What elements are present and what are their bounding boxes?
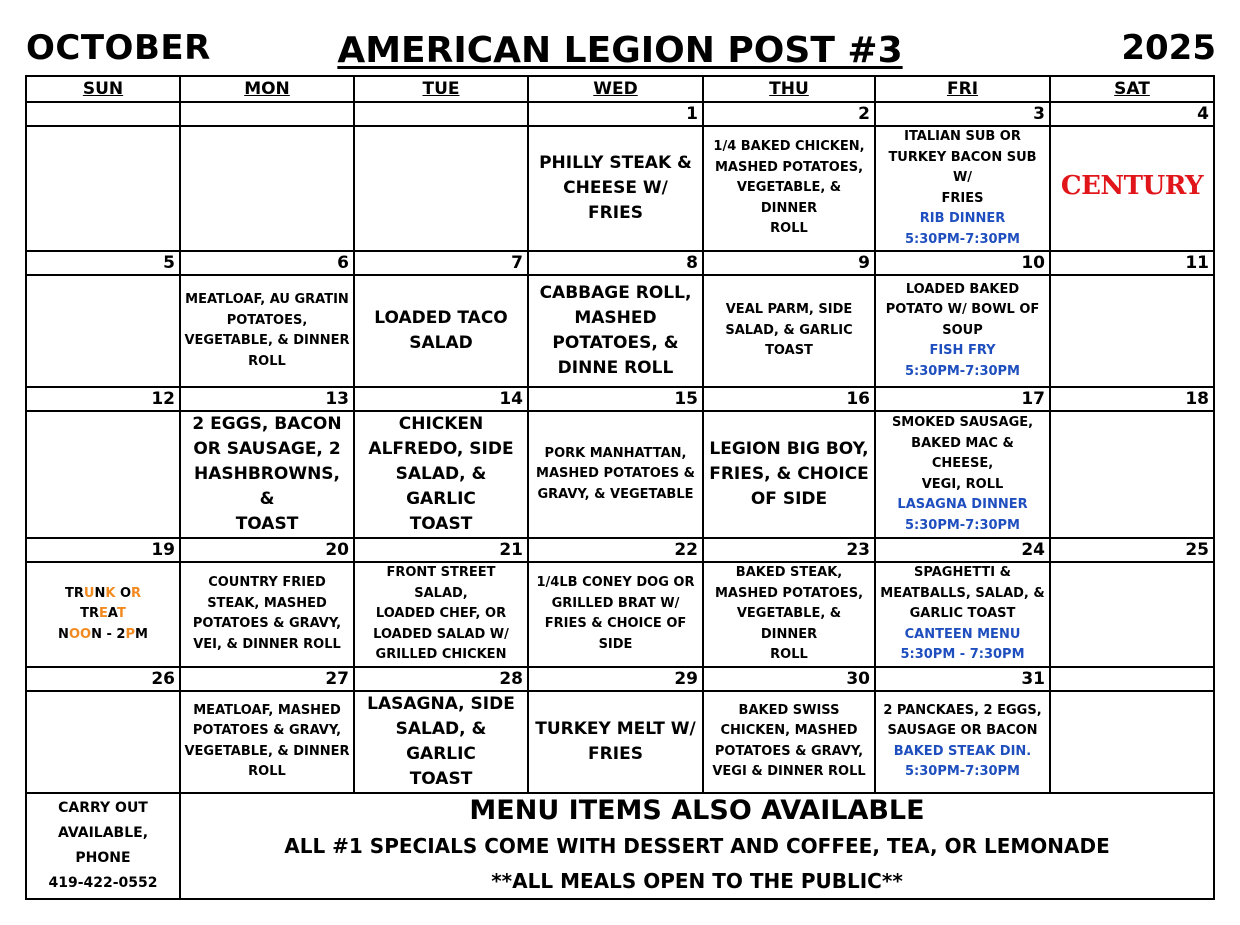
meal-text: LOADED TACO bbox=[374, 308, 508, 328]
meal-cell bbox=[1050, 275, 1214, 387]
meal-text: OF SIDE bbox=[750, 489, 828, 509]
meal-cell bbox=[26, 126, 180, 251]
meal-cell bbox=[528, 275, 703, 387]
meal-cell bbox=[180, 411, 354, 538]
meal-text: 1/4 BAKED CHICKEN, bbox=[713, 139, 865, 155]
meal-text: POTATOES & GRAVY, bbox=[714, 743, 864, 759]
meal-text: POTATOES, & bbox=[552, 333, 679, 353]
meal-cell bbox=[26, 562, 180, 667]
date-number-row bbox=[26, 251, 1214, 275]
meal-text: FRONT STREET SALAD, bbox=[386, 565, 496, 601]
meal-cell bbox=[703, 411, 875, 538]
meal-text: FRIES bbox=[941, 190, 984, 206]
meal-text: SIDE bbox=[598, 636, 633, 652]
meal-text: TOAST bbox=[409, 514, 473, 534]
date-number: 1 bbox=[528, 102, 703, 126]
meal-text: LOADED CHEF, OR bbox=[375, 606, 507, 621]
meal-cell bbox=[875, 691, 1050, 793]
day-header-row bbox=[26, 76, 1214, 102]
date-number: 15 bbox=[528, 387, 703, 411]
carry-out-line: CARRY OUT bbox=[58, 799, 148, 816]
meal-cell bbox=[1050, 411, 1214, 538]
event-line: NOON - 2PM bbox=[58, 626, 148, 642]
meal-text: CHEESE W/ bbox=[563, 178, 668, 198]
day-header-tue: TUE bbox=[354, 76, 528, 102]
date-number-row bbox=[26, 538, 1214, 562]
meal-text: TURKEY BACON SUB W/ bbox=[888, 149, 1037, 185]
meal-text: ROLL bbox=[248, 764, 286, 779]
date-number: 11 bbox=[1050, 251, 1214, 275]
meal-cell bbox=[528, 411, 703, 538]
day-header-fri: FRI bbox=[875, 76, 1050, 102]
date-number: 7 bbox=[354, 251, 528, 275]
day-header-mon: MON bbox=[180, 76, 354, 102]
meal-text: BAKED MAC & CHEESE, bbox=[911, 435, 1014, 471]
date-number: 27 bbox=[180, 667, 354, 691]
footer-notes bbox=[180, 793, 1214, 899]
meal-row bbox=[26, 275, 1214, 387]
meal-text: GRAVY, & VEGETABLE bbox=[537, 486, 694, 502]
day-header-sat: SAT bbox=[1050, 76, 1214, 102]
meal-text: BAKED STEAK, bbox=[735, 565, 843, 580]
footer-row bbox=[26, 793, 1214, 899]
meal-text: ROLL bbox=[770, 221, 808, 237]
meal-text: DINNE ROLL bbox=[557, 358, 674, 378]
date-number-row bbox=[26, 387, 1214, 411]
date-number: 21 bbox=[354, 538, 528, 562]
date-number: 9 bbox=[703, 251, 875, 275]
meal-cell bbox=[354, 411, 528, 538]
meal-text: VEGETABLE, & DINNER bbox=[736, 606, 842, 642]
dinner-special-text: FISH FRY bbox=[929, 343, 996, 359]
year-label: 2025 bbox=[1121, 28, 1216, 68]
century-logo: CENTURY bbox=[1060, 170, 1204, 201]
meal-text: SALAD, & GARLIC bbox=[395, 718, 487, 764]
date-number: 16 bbox=[703, 387, 875, 411]
meal-text: PHILLY STEAK & bbox=[539, 153, 692, 173]
date-number: 31 bbox=[875, 667, 1050, 691]
date-number: 3 bbox=[875, 102, 1050, 126]
meal-cell bbox=[528, 126, 703, 251]
meal-text: TOAST bbox=[235, 514, 299, 534]
date-number: 13 bbox=[180, 387, 354, 411]
meal-cell bbox=[703, 126, 875, 251]
meal-text: POTATOES & GRAVY, bbox=[192, 616, 342, 632]
meal-text: CHICKEN, MASHED bbox=[720, 723, 858, 738]
meal-text: SAUSAGE OR BACON bbox=[887, 723, 1038, 738]
date-number: 24 bbox=[875, 538, 1050, 562]
meal-text: TOAST bbox=[765, 343, 813, 359]
meal-text: 2 EGGS, BACON bbox=[192, 414, 342, 434]
dinner-special-text: CANTEEN MENU bbox=[904, 626, 1021, 642]
carry-out-line: 419-422-0552 bbox=[48, 874, 158, 891]
meal-text: HASHBROWNS, & bbox=[193, 464, 341, 509]
date-number: 14 bbox=[354, 387, 528, 411]
meal-text: TURKEY MELT W/ bbox=[535, 718, 696, 739]
date-number: 25 bbox=[1050, 538, 1214, 562]
meal-text: MEATLOAF, AU GRATIN bbox=[185, 292, 349, 307]
meal-cell bbox=[180, 126, 354, 251]
meal-text: SMOKED SAUSAGE, bbox=[891, 415, 1034, 430]
meal-text: GRILLED CHICKEN bbox=[375, 647, 507, 662]
meal-cell bbox=[1050, 691, 1214, 793]
meal-text: FRIES bbox=[588, 203, 643, 223]
meal-cell bbox=[180, 562, 354, 667]
date-number: 28 bbox=[354, 667, 528, 691]
meal-text: LEGION BIG BOY, bbox=[709, 439, 869, 459]
meal-text: MASHED POTATOES & bbox=[536, 466, 695, 482]
carry-out-line: PHONE bbox=[75, 849, 131, 866]
day-header-wed: WED bbox=[528, 76, 703, 102]
date-number: 19 bbox=[26, 538, 180, 562]
meal-text: VEI, & DINNER ROLL bbox=[193, 636, 341, 652]
meal-row bbox=[26, 126, 1214, 251]
event-line: TREAT bbox=[80, 606, 126, 621]
meal-cell bbox=[703, 275, 875, 387]
meal-text: POTATO W/ BOWL OF bbox=[885, 302, 1040, 318]
date-number: 23 bbox=[703, 538, 875, 562]
meal-text: MASHED bbox=[574, 308, 657, 328]
meal-text: VEAL PARM, SIDE bbox=[725, 302, 853, 318]
meal-text: FRIES bbox=[588, 743, 643, 764]
meal-cell bbox=[1050, 126, 1214, 251]
meal-text: LOADED SALAD W/ bbox=[373, 626, 509, 642]
dinner-special-text: 5:30PM - 7:30PM bbox=[900, 647, 1025, 662]
meal-cell bbox=[528, 691, 703, 793]
date-number: 20 bbox=[180, 538, 354, 562]
meal-cell bbox=[875, 562, 1050, 667]
meal-cell bbox=[703, 691, 875, 793]
date-number bbox=[354, 102, 528, 126]
dinner-special-text: 5:30PM-7:30PM bbox=[905, 363, 1020, 379]
meal-cell bbox=[875, 411, 1050, 538]
date-number bbox=[26, 102, 180, 126]
meal-text: CHICKEN bbox=[398, 414, 484, 434]
date-number: 26 bbox=[26, 667, 180, 691]
meal-text: ALFREDO, SIDE bbox=[368, 439, 514, 459]
meal-row bbox=[26, 411, 1214, 538]
meal-cell bbox=[180, 275, 354, 387]
meal-text: BAKED SWISS bbox=[738, 702, 840, 718]
date-number: 18 bbox=[1050, 387, 1214, 411]
date-number: 10 bbox=[875, 251, 1050, 275]
meal-text: GARLIC TOAST bbox=[909, 606, 1016, 621]
meal-cell bbox=[703, 562, 875, 667]
meal-text: COUNTRY FRIED bbox=[208, 575, 326, 591]
meal-cell bbox=[875, 275, 1050, 387]
meal-cell bbox=[180, 691, 354, 793]
date-number: 6 bbox=[180, 251, 354, 275]
event-line: TRUNK OR bbox=[64, 585, 142, 601]
public-note: **ALL MEALS OPEN TO THE PUBLIC** bbox=[491, 868, 903, 893]
meal-cell bbox=[26, 275, 180, 387]
day-header-thu: THU bbox=[703, 76, 875, 102]
specials-note: ALL #1 SPECIALS COME WITH DESSERT AND COFFEE, TEA, OR LEMONADE bbox=[284, 833, 1110, 858]
meal-text: PORK MANHATTAN, bbox=[544, 445, 687, 461]
meal-cell bbox=[26, 691, 180, 793]
meal-text: POTATOES & GRAVY, bbox=[192, 723, 342, 738]
date-number: 4 bbox=[1050, 102, 1214, 126]
meal-cell bbox=[875, 126, 1050, 251]
date-number: 8 bbox=[528, 251, 703, 275]
meal-cell bbox=[528, 562, 703, 667]
meal-text: MEATBALLS, SALAD, & bbox=[880, 585, 1045, 601]
dinner-special-text: 5:30PM-7:30PM bbox=[905, 517, 1020, 533]
meal-cell bbox=[26, 411, 180, 538]
meal-text: ITALIAN SUB OR bbox=[904, 129, 1021, 144]
meal-text: STEAK, MASHED bbox=[207, 595, 327, 611]
date-number-row bbox=[26, 102, 1214, 126]
meal-text: SALAD bbox=[409, 333, 473, 353]
date-number: 5 bbox=[26, 251, 180, 275]
meal-text: 1/4LB CONEY DOG OR bbox=[536, 575, 695, 591]
date-number: 17 bbox=[875, 387, 1050, 411]
meal-text: SALAD, & GARLIC bbox=[725, 322, 853, 338]
date-number: 30 bbox=[703, 667, 875, 691]
meal-cell bbox=[1050, 562, 1214, 667]
meal-text: CABBAGE ROLL, bbox=[539, 283, 692, 303]
meal-text: VEGI & DINNER ROLL bbox=[712, 764, 866, 779]
date-number: 22 bbox=[528, 538, 703, 562]
meal-text: SALAD, & GARLIC bbox=[395, 464, 487, 509]
calendar-table bbox=[25, 75, 1215, 900]
month-label: OCTOBER bbox=[26, 28, 211, 68]
meal-text: VEGI, ROLL bbox=[921, 476, 1004, 492]
meal-text: GRILLED BRAT W/ bbox=[551, 595, 680, 611]
meal-cell bbox=[354, 126, 528, 251]
meal-cell bbox=[354, 275, 528, 387]
meal-text: FRIES, & CHOICE bbox=[709, 464, 869, 484]
meal-text: FRIES & CHOICE OF bbox=[544, 616, 687, 632]
meal-text: LASAGNA, SIDE bbox=[367, 693, 515, 714]
day-header-sun: SUN bbox=[26, 76, 180, 102]
date-number: 12 bbox=[26, 387, 180, 411]
meal-text: POTATOES, bbox=[226, 312, 308, 328]
menu-items-note: MENU ITEMS ALSO AVAILABLE bbox=[469, 794, 925, 826]
meal-cell bbox=[354, 562, 528, 667]
meal-text: LOADED BAKED bbox=[905, 281, 1020, 297]
meal-text: VEGETABLE, & DINNER bbox=[736, 180, 842, 216]
meal-text: TOAST bbox=[409, 768, 473, 789]
date-number: 29 bbox=[528, 667, 703, 691]
carry-out-line: AVAILABLE, bbox=[57, 824, 149, 841]
carry-out-info bbox=[26, 793, 180, 899]
date-number-row bbox=[26, 667, 1214, 691]
dinner-special-text: 5:30PM-7:30PM bbox=[905, 231, 1020, 247]
dinner-special-text: 5:30PM-7:30PM bbox=[905, 764, 1020, 779]
date-number: 2 bbox=[703, 102, 875, 126]
dinner-special-text: BAKED STEAK DIN. bbox=[893, 743, 1032, 759]
meal-text: VEGETABLE, & DINNER bbox=[184, 743, 350, 759]
meal-text: SPAGHETTI & bbox=[914, 565, 1011, 580]
meal-text: MASHED POTATOES, bbox=[714, 585, 864, 601]
meal-text: MEATLOAF, MASHED bbox=[193, 702, 341, 718]
meal-text: ROLL bbox=[770, 647, 808, 662]
meal-text: ROLL bbox=[248, 353, 286, 369]
meal-text: MASHED POTATOES, bbox=[714, 159, 864, 175]
meal-text: 2 PANCKAES, 2 EGGS, bbox=[883, 702, 1042, 718]
dinner-special-text: LASAGNA DINNER bbox=[897, 497, 1028, 512]
page-title: AMERICAN LEGION POST #3 bbox=[337, 30, 903, 71]
meal-text: SOUP bbox=[942, 322, 983, 338]
meal-text: OR SAUSAGE, 2 bbox=[193, 439, 341, 459]
date-number bbox=[1050, 667, 1214, 691]
meal-row bbox=[26, 691, 1214, 793]
meal-text: VEGETABLE, & DINNER bbox=[184, 333, 350, 348]
date-number bbox=[180, 102, 354, 126]
meal-row bbox=[26, 562, 1214, 667]
dinner-special-text: RIB DINNER bbox=[919, 211, 1006, 226]
meal-cell bbox=[354, 691, 528, 793]
